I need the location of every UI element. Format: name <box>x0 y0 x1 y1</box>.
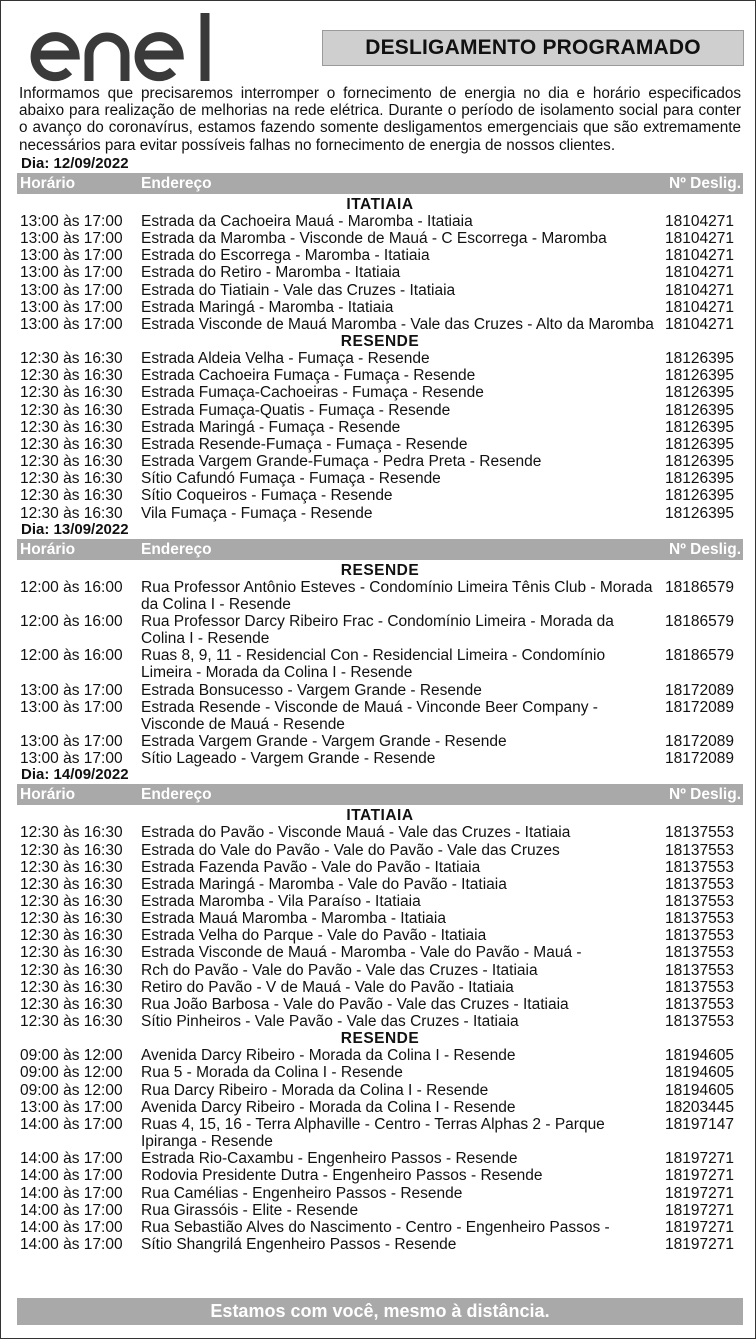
row-time: 12:30 às 16:30 <box>20 384 123 402</box>
row-number: 18194605 <box>665 1081 734 1099</box>
footer-slogan: Estamos com você, mesmo à distância. <box>17 1298 743 1325</box>
row-number: 18197271 <box>665 1184 734 1202</box>
row-number: 18197271 <box>665 1218 734 1236</box>
row-address: Rua Professor Darcy Ribeiro Frac - Condomínio Limeira - Morada da Colina I - Resende <box>141 612 614 648</box>
row-time: 13:00 às 17:00 <box>20 213 123 230</box>
table-row <box>17 1202 743 1219</box>
row-address: Ruas 4, 15, 16 - Terra Alphaville - Centro - Terras Alphas 2 - Parque Ipiranga - Resende <box>141 1115 605 1151</box>
row-time: 12:30 às 16:30 <box>20 858 123 876</box>
row-time: 13:00 às 17:00 <box>20 698 123 716</box>
row-address: Rua João Barbosa - Vale do Pavão - Vale das Cruzes - Itatiaia <box>141 995 569 1013</box>
table-row <box>17 927 743 944</box>
table-row <box>17 1167 743 1184</box>
table-row <box>17 682 743 699</box>
row-address: Estrada do Pavão - Visconde Mauá - Vale das Cruzes - Itatiaia <box>141 824 571 842</box>
column-header-time: Horário <box>20 175 76 192</box>
table-row <box>17 1236 743 1253</box>
row-time: 12:30 às 16:30 <box>20 875 123 893</box>
row-number: 18126395 <box>665 350 734 368</box>
table-row <box>17 402 743 419</box>
row-time: 12:30 às 16:30 <box>20 978 123 996</box>
table-row <box>17 613 743 647</box>
row-number: 18104271 <box>665 230 734 248</box>
row-address: Estrada Aldeia Velha - Fumaça - Resende <box>141 350 430 368</box>
row-time: 12:00 às 16:00 <box>20 647 123 665</box>
row-address: Sítio Cafundó Fumaça - Fumaça - Resende <box>141 470 441 488</box>
row-address: Estrada Maromba - Vila Paraíso - Itatiaia <box>141 893 421 910</box>
row-address: Estrada Velha do Parque - Vale do Pavão - Itatiaia <box>141 927 487 945</box>
row-time: 12:30 às 16:30 <box>20 435 123 453</box>
day-label: Dia: 12/09/2022 <box>21 155 129 172</box>
row-number: 18126395 <box>665 504 734 522</box>
row-time: 12:30 às 16:30 <box>20 367 123 385</box>
row-time: 12:30 às 16:30 <box>20 961 123 979</box>
table-row <box>17 647 743 681</box>
row-time: 12:30 às 16:30 <box>20 350 123 368</box>
table-row <box>17 316 743 333</box>
row-time: 12:30 às 16:30 <box>20 927 123 945</box>
row-number: 18126395 <box>665 487 734 505</box>
row-address: Estrada Rio-Caxambu - Engenheiro Passos - Resende <box>141 1150 518 1168</box>
row-address: Sítio Lageado - Vargem Grande - Resende <box>141 750 436 768</box>
row-number: 18104271 <box>665 281 734 299</box>
table-row <box>17 350 743 367</box>
row-address: Estrada Cachoeira Fumaça - Fumaça - Resende <box>141 367 476 385</box>
table-header <box>17 173 743 194</box>
row-address: Rua Camélias - Engenheiro Passos - Resende <box>141 1184 463 1202</box>
row-address: Estrada da Maromba - Visconde de Mauá - C Escorrega - Maromba <box>141 230 607 248</box>
row-address: Estrada Resende - Visconde de Mauá - Vinconde Beer Company - Visconde de Mauá - Resende <box>141 698 598 733</box>
row-number: 18126395 <box>665 470 734 488</box>
row-number: 18126395 <box>665 418 734 436</box>
table-row <box>17 824 743 841</box>
row-time: 14:00 às 17:00 <box>20 1115 123 1133</box>
row-time: 13:00 às 17:00 <box>20 230 123 248</box>
row-time: 12:30 às 16:30 <box>20 1013 123 1031</box>
row-number: 18104271 <box>665 247 734 265</box>
row-number: 18172089 <box>665 750 734 768</box>
table-row <box>17 1047 743 1064</box>
row-address: Estrada Visconde de Mauá - Maromba - Vale do Pavão - Mauá - <box>141 944 582 962</box>
table-row <box>17 487 743 504</box>
row-number: 18137553 <box>665 995 734 1013</box>
table-row <box>17 842 743 859</box>
city-heading: RESENDE <box>340 561 420 579</box>
row-number: 18137553 <box>665 858 734 876</box>
table-row <box>17 230 743 247</box>
column-header-number: Nº Deslig. <box>669 786 741 804</box>
row-address: Rodovia Presidente Dutra - Engenheiro Passos - Resende <box>141 1167 543 1185</box>
row-address: Rua Professor Antônio Esteves - Condomínio Limeira Tênis Club - Morada da Colina I - Resende <box>141 578 653 613</box>
city-heading: ITATIAIA <box>346 807 414 825</box>
row-time: 12:30 às 16:30 <box>20 401 123 419</box>
column-header-number: Nº Deslig. <box>669 540 741 558</box>
table-row <box>17 962 743 979</box>
row-number: 18137553 <box>665 961 734 979</box>
row-time: 12:30 às 16:30 <box>20 487 123 505</box>
row-number: 18137553 <box>665 978 734 996</box>
row-address: Ruas 8, 9, 11 - Residencial Con - Residencial Limeira - Condomínio Limeira - Morada da Colina I - Resende <box>141 647 606 682</box>
row-time: 09:00 às 12:00 <box>20 1047 123 1065</box>
row-time: 13:00 às 17:00 <box>20 247 123 265</box>
column-header-time: Horário <box>20 786 76 804</box>
row-address: Sítio Pinheiros - Vale Pavão - Vale das Cruzes - Itatiaia <box>141 1013 519 1031</box>
table-row <box>17 859 743 876</box>
row-number: 18137553 <box>665 841 734 859</box>
row-time: 13:00 às 17:00 <box>20 681 123 699</box>
row-number: 18137553 <box>665 927 734 945</box>
table-row <box>17 1013 743 1030</box>
table-row <box>17 419 743 436</box>
row-time: 13:00 às 17:00 <box>20 750 123 768</box>
table-row <box>17 1185 743 1202</box>
row-number: 18137553 <box>665 875 734 893</box>
row-address: Estrada Fumaça-Quatis - Fumaça - Resende <box>141 401 451 419</box>
row-number: 18137553 <box>665 893 734 910</box>
row-number: 18104271 <box>665 298 734 316</box>
row-address: Avenida Darcy Ribeiro - Morada da Colina I - Resende <box>141 1098 516 1116</box>
row-number: 18203445 <box>665 1098 734 1116</box>
row-time: 12:30 às 16:30 <box>20 418 123 436</box>
table-row <box>17 1219 743 1236</box>
row-number: 18197271 <box>665 1201 734 1219</box>
column-header-address: Endereço <box>141 786 212 804</box>
row-time: 13:00 às 17:00 <box>20 315 123 333</box>
row-time: 12:30 às 16:30 <box>20 893 123 910</box>
row-address: Estrada Vargem Grande - Vargem Grande - Resende <box>141 733 507 751</box>
table-row <box>17 299 743 316</box>
table-row <box>17 579 743 613</box>
row-time: 09:00 às 12:00 <box>20 1064 123 1082</box>
row-address: Rua Sebastião Alves do Nascimento - Centro - Engenheiro Passos - <box>141 1218 610 1236</box>
city-heading: RESENDE <box>340 333 420 351</box>
table-row <box>17 505 743 522</box>
row-number: 18126395 <box>665 367 734 385</box>
row-address: Rua 5 - Morada da Colina I - Resende <box>141 1064 403 1082</box>
table-row <box>17 910 743 927</box>
column-header-address: Endereço <box>141 540 212 558</box>
table-row <box>17 996 743 1013</box>
table-row <box>17 1064 743 1081</box>
row-number: 18126395 <box>665 384 734 402</box>
table-row <box>17 733 743 750</box>
row-time: 14:00 às 17:00 <box>20 1201 123 1219</box>
row-number: 18172089 <box>665 681 734 699</box>
row-address: Estrada Maringá - Fumaça - Resende <box>141 418 401 436</box>
row-number: 18197271 <box>665 1150 734 1168</box>
row-number: 18194605 <box>665 1064 734 1082</box>
table-header <box>17 539 743 560</box>
city-heading: RESENDE <box>340 1030 420 1048</box>
table-row <box>17 384 743 401</box>
enel-logo <box>29 11 219 83</box>
row-number: 18137553 <box>665 944 734 962</box>
row-number: 18197271 <box>665 1167 734 1185</box>
row-time: 12:30 às 16:30 <box>20 910 123 928</box>
column-header-time: Horário <box>20 540 76 558</box>
row-number: 18172089 <box>665 698 734 716</box>
row-time: 14:00 às 17:00 <box>20 1218 123 1236</box>
table-row <box>17 282 743 299</box>
row-address: Rua Girassóis - Elite - Resende <box>141 1201 359 1219</box>
table-row <box>17 876 743 893</box>
table-row <box>17 453 743 470</box>
row-address: Rua Darcy Ribeiro - Morada da Colina I - Resende <box>141 1081 489 1099</box>
row-time: 13:00 às 17:00 <box>20 733 123 751</box>
table-row <box>17 264 743 281</box>
table-row <box>17 1099 743 1116</box>
row-address: Estrada Fazenda Pavão - Vale do Pavão - Itatiaia <box>141 858 481 876</box>
row-time: 12:30 às 16:30 <box>20 504 123 522</box>
row-time: 14:00 às 17:00 <box>20 1235 123 1253</box>
column-header-number: Nº Deslig. <box>669 175 741 192</box>
row-address: Estrada Bonsucesso - Vargem Grande - Resende <box>141 681 482 699</box>
row-number: 18194605 <box>665 1047 734 1065</box>
row-number: 18104271 <box>665 315 734 333</box>
row-address: Estrada do Vale do Pavão - Vale do Pavão - Vale das Cruzes <box>141 841 560 859</box>
row-time: 12:30 às 16:30 <box>20 944 123 962</box>
row-address: Retiro do Pavão - V de Mauá - Vale do Pavão - Itatiaia <box>141 978 514 996</box>
table-row <box>17 436 743 453</box>
row-time: 12:30 às 16:30 <box>20 841 123 859</box>
row-time: 13:00 às 17:00 <box>20 298 123 316</box>
row-time: 13:00 às 17:00 <box>20 1098 123 1116</box>
row-number: 18104271 <box>665 213 734 230</box>
row-address: Estrada do Escorrega - Maromba - Itatiaia <box>141 247 430 265</box>
row-address: Estrada Visconde de Mauá Maromba - Vale das Cruzes - Alto da Maromba <box>141 315 654 333</box>
row-time: 09:00 às 12:00 <box>20 1081 123 1099</box>
row-time: 14:00 às 17:00 <box>20 1167 123 1185</box>
row-time: 12:00 às 16:00 <box>20 578 123 596</box>
schedule-content <box>17 156 743 1253</box>
row-number: 18126395 <box>665 435 734 453</box>
row-time: 12:30 às 16:30 <box>20 995 123 1013</box>
table-row <box>17 213 743 230</box>
row-address: Sítio Shangrilá Engenheiro Passos - Resende <box>141 1235 457 1253</box>
row-address: Avenida Darcy Ribeiro - Morada da Colina I - Resende <box>141 1047 516 1065</box>
city-heading: ITATIAIA <box>346 196 414 213</box>
row-number: 18137553 <box>665 1013 734 1031</box>
row-address: Vila Fumaça - Fumaça - Resende <box>141 504 373 522</box>
table-row <box>17 699 743 733</box>
intro-text: Informamos que precisaremos interromper o fornecimento de energia no dia e horário especificados abaixo para realização de melhorias na rede elétrica. Durante o período de isolamento social para conter o avanço do coronavírus, estamos fazendo somente desligamentos emergenciais que são extremamente necessários para evitar possíveis falhas no fornecimento de energia de nossos clientes. <box>19 85 741 154</box>
row-number: 18197271 <box>665 1235 734 1253</box>
row-time: 14:00 às 17:00 <box>20 1150 123 1168</box>
row-time: 13:00 às 17:00 <box>20 264 123 282</box>
row-number: 18104271 <box>665 264 734 282</box>
row-number: 18137553 <box>665 824 734 842</box>
day-label: Dia: 13/09/2022 <box>21 520 129 538</box>
table-row <box>17 944 743 961</box>
row-address: Estrada do Tiatiain - Vale das Cruzes - Itatiaia <box>141 281 456 299</box>
table-header <box>17 784 743 805</box>
row-address: Estrada Fumaça-Cachoeiras - Fumaça - Resende <box>141 384 484 402</box>
row-address: Estrada Maringá - Maromba - Vale do Pavão - Itatiaia <box>141 875 507 893</box>
row-address: Estrada do Retiro - Maromba - Itatiaia <box>141 264 401 282</box>
row-time: 12:30 às 16:30 <box>20 824 123 842</box>
row-address: Sítio Coqueiros - Fumaça - Resende <box>141 487 393 505</box>
row-address: Estrada da Cachoeira Mauá - Maromba - Itatiaia <box>141 213 473 230</box>
table-row <box>17 979 743 996</box>
table-row <box>17 1082 743 1099</box>
table-row <box>17 470 743 487</box>
column-header-address: Endereço <box>141 175 212 192</box>
table-row <box>17 750 743 767</box>
row-time: 13:00 às 17:00 <box>20 281 123 299</box>
table-row <box>17 1150 743 1167</box>
row-number: 18186579 <box>665 647 734 665</box>
row-number: 18172089 <box>665 733 734 751</box>
table-row <box>17 367 743 384</box>
banner-title: DESLIGAMENTO PROGRAMADO <box>322 30 744 66</box>
row-number: 18186579 <box>665 612 734 630</box>
table-row <box>17 893 743 910</box>
row-number: 18197147 <box>665 1115 734 1133</box>
row-address: Estrada Mauá Maromba - Maromba - Itatiaia <box>141 910 446 928</box>
row-address: Estrada Resende-Fumaça - Fumaça - Resende <box>141 435 468 453</box>
row-number: 18126395 <box>665 401 734 419</box>
table-row <box>17 247 743 264</box>
table-row <box>17 1116 743 1150</box>
row-time: 12:30 às 16:30 <box>20 470 123 488</box>
row-address: Estrada Maringá - Maromba - Itatiaia <box>141 298 394 316</box>
row-time: 12:30 às 16:30 <box>20 453 123 471</box>
row-number: 18186579 <box>665 578 734 596</box>
row-address: Rch do Pavão - Vale do Pavão - Vale das Cruzes - Itatiaia <box>141 961 538 979</box>
row-time: 12:00 às 16:00 <box>20 612 123 630</box>
row-time: 14:00 às 17:00 <box>20 1184 123 1202</box>
row-number: 18137553 <box>665 910 734 928</box>
row-address: Estrada Vargem Grande-Fumaça - Pedra Preta - Resende <box>141 453 542 471</box>
row-number: 18126395 <box>665 453 734 471</box>
day-label: Dia: 14/09/2022 <box>21 766 129 784</box>
